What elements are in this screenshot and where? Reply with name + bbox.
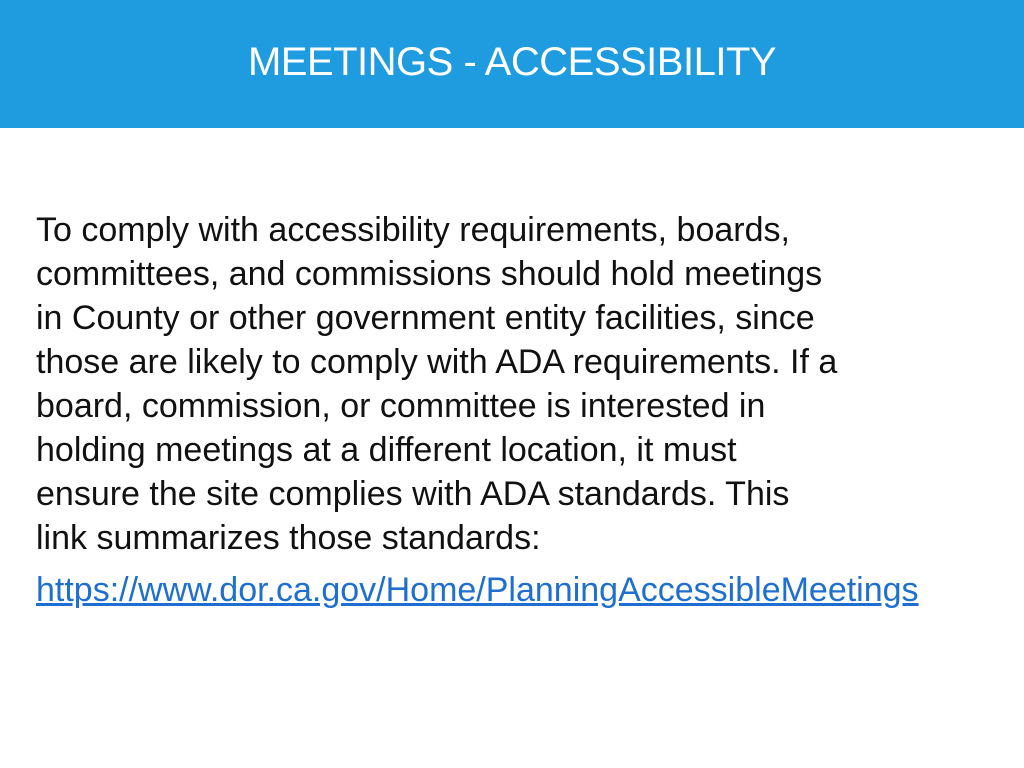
body-line: committees, and commissions should hold meetings	[36, 255, 823, 293]
body-line: link summarizes those standards:	[36, 519, 541, 557]
body-line: ensure the site complies with ADA standards. This	[36, 475, 790, 513]
body-line: holding meetings at a different location, it must	[36, 431, 737, 469]
title-bar	[0, 0, 1024, 128]
body-line: in County or other government entity facilities, since	[36, 299, 815, 337]
slide-title: MEETINGS - ACCESSIBILITY	[247, 39, 777, 84]
body-line: board, commission, or committee is interested in	[36, 387, 766, 425]
body-line: To comply with accessibility requirements, boards,	[36, 211, 790, 249]
body-paragraph	[36, 208, 956, 560]
body-line: those are likely to comply with ADA requirements. If a	[36, 343, 838, 381]
content-area	[36, 208, 976, 610]
accessibility-link[interactable]: https://www.dor.ca.gov/Home/PlanningAccessibleMeetings	[36, 571, 919, 609]
